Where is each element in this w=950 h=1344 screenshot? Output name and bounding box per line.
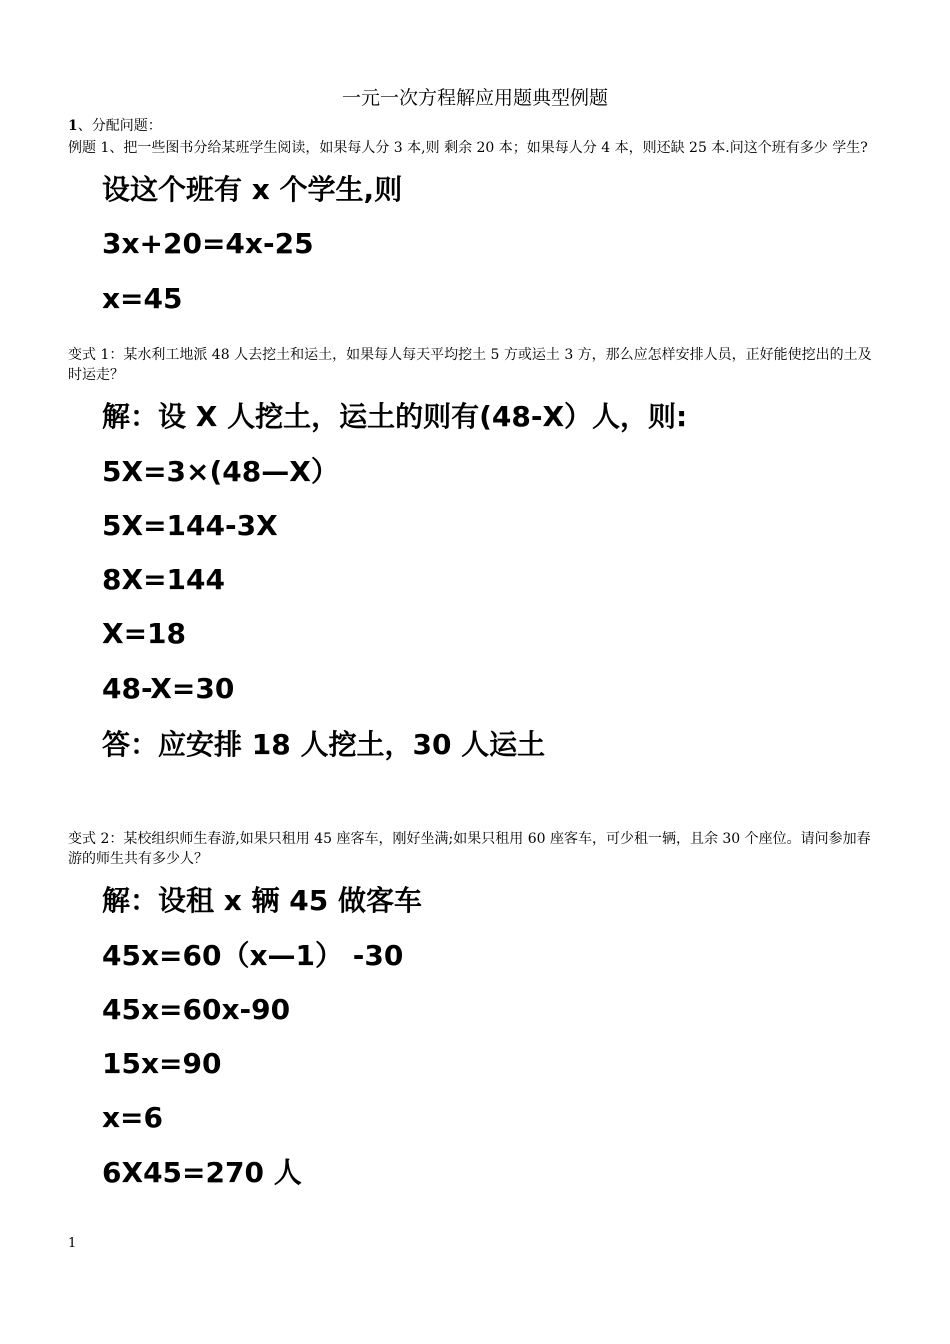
variant-2-solution-line: 解：设租 x 辆 45 做客车 — [102, 884, 423, 917]
section-number: 1 — [68, 118, 78, 134]
variant-2-solution-line: 15x=90 — [102, 1047, 222, 1080]
variant-2-solution-line: 45x=60x-90 — [102, 993, 291, 1026]
variant-1-problem: 变式 1：某水利工地派 48 人去挖土和运土，如果每人每天平均挖土 5 方或运土 3 方，那么应怎样安排人员，正好能使挖出的土及时运走？ — [68, 347, 872, 383]
variant-2-solution-line: x=6 — [102, 1101, 164, 1134]
variant-2-problem: 变式 2：某校组织师生春游,如果只租用 45 座客车，刚好坐满;如果只租用 60 座客车，可少租一辆，且余 30 个座位。请问参加春游的师生共有多少人？ — [68, 831, 871, 867]
variant-1-solution-line: 48-X=30 — [102, 672, 235, 705]
variant-2-solution-line: 45x=60（x—1） -30 — [102, 939, 404, 972]
example-1-solution-line: 设这个班有 x 个学生,则 — [102, 173, 403, 206]
variant-2-solution-line: 6X45=270 人 — [102, 1156, 302, 1189]
example-1-problem: 例题 1、把一些图书分给某班学生阅读，如果每人分 3 本,则 剩余 20 本；如果每人分 4 本，则还缺 25 本.问这个班有多少 学生? — [68, 140, 868, 156]
section-heading — [68, 116, 883, 136]
variant-1-solution-line: 解：设 X 人挖土，运土的则有(48-X）人，则: — [102, 400, 688, 433]
page-title: 一元一次方程解应用题典型例题 — [341, 87, 608, 109]
variant-1-solution-line: 8X=144 — [102, 563, 225, 596]
variant-1-solution-line: 5X=3×(48—X） — [102, 455, 339, 488]
page-number: 1 — [68, 1236, 77, 1251]
variant-1-answer: 答：应安排 18 人挖土，30 人运土 — [102, 728, 546, 761]
example-1-solution-line: 3x+20=4x-25 — [102, 227, 314, 260]
variant-1-solution-line: X=18 — [102, 617, 187, 650]
section-heading-text: 、分配问题： — [77, 118, 162, 134]
example-1-solution-line: x=45 — [102, 282, 183, 315]
variant-1-solution-line: 5X=144-3X — [102, 509, 278, 542]
